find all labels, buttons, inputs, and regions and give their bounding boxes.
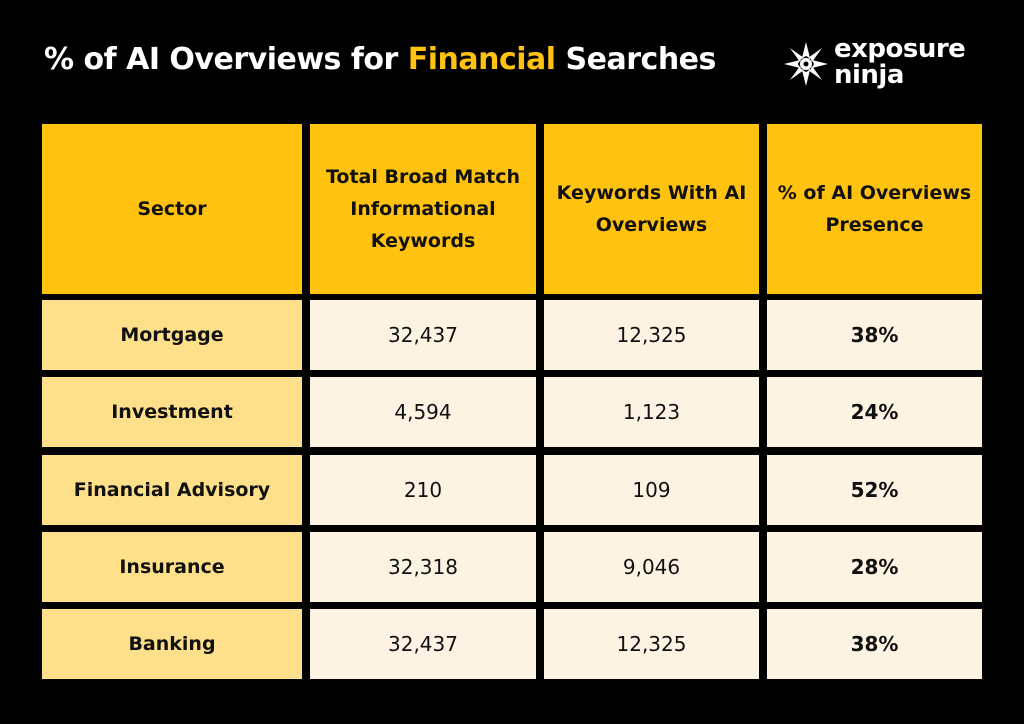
table-row bbox=[42, 532, 982, 602]
total-keywords-cell: 32,318 bbox=[310, 532, 536, 602]
ai-keywords-cell: 1,123 bbox=[544, 377, 759, 447]
ai-presence-cell: 24% bbox=[767, 377, 982, 447]
ai-keywords-cell: 109 bbox=[544, 455, 759, 525]
logo bbox=[784, 36, 984, 92]
title-highlight: Financial bbox=[407, 42, 556, 77]
logo-line1: exposure bbox=[834, 34, 966, 64]
ai-presence-cell: 38% bbox=[767, 609, 982, 679]
table-row bbox=[42, 455, 982, 525]
header bbox=[44, 36, 984, 96]
table-row bbox=[42, 609, 982, 679]
title-suffix: Searches bbox=[555, 42, 716, 77]
total-keywords-cell: 32,437 bbox=[310, 300, 536, 370]
sector-cell: Mortgage bbox=[42, 300, 302, 370]
title-prefix: % of AI Overviews for bbox=[44, 42, 408, 77]
total-keywords-cell: 32,437 bbox=[310, 609, 536, 679]
sector-cell: Banking bbox=[42, 609, 302, 679]
page-title bbox=[44, 42, 716, 77]
total-keywords-cell: 210 bbox=[310, 455, 536, 525]
ninja-star-icon bbox=[784, 42, 828, 86]
column-header-total-keywords: Total Broad Match Informational Keywords bbox=[310, 124, 536, 294]
column-header-sector: Sector bbox=[42, 124, 302, 294]
sector-cell: Financial Advisory bbox=[42, 455, 302, 525]
table-row bbox=[42, 300, 982, 370]
ai-keywords-cell: 12,325 bbox=[544, 300, 759, 370]
column-header-ai-keywords: Keywords With AI Overviews bbox=[544, 124, 759, 294]
sector-cell: Insurance bbox=[42, 532, 302, 602]
column-header-ai-presence: % of AI Overviews Presence bbox=[767, 124, 982, 294]
logo-wordmark bbox=[834, 36, 965, 88]
ai-presence-cell: 52% bbox=[767, 455, 982, 525]
table-row bbox=[42, 377, 982, 447]
logo-line2: ninja bbox=[834, 60, 904, 90]
ai-presence-cell: 38% bbox=[767, 300, 982, 370]
table-header-row bbox=[42, 124, 982, 294]
total-keywords-cell: 4,594 bbox=[310, 377, 536, 447]
ai-keywords-cell: 9,046 bbox=[544, 532, 759, 602]
sector-cell: Investment bbox=[42, 377, 302, 447]
ai-presence-cell: 28% bbox=[767, 532, 982, 602]
ai-keywords-cell: 12,325 bbox=[544, 609, 759, 679]
